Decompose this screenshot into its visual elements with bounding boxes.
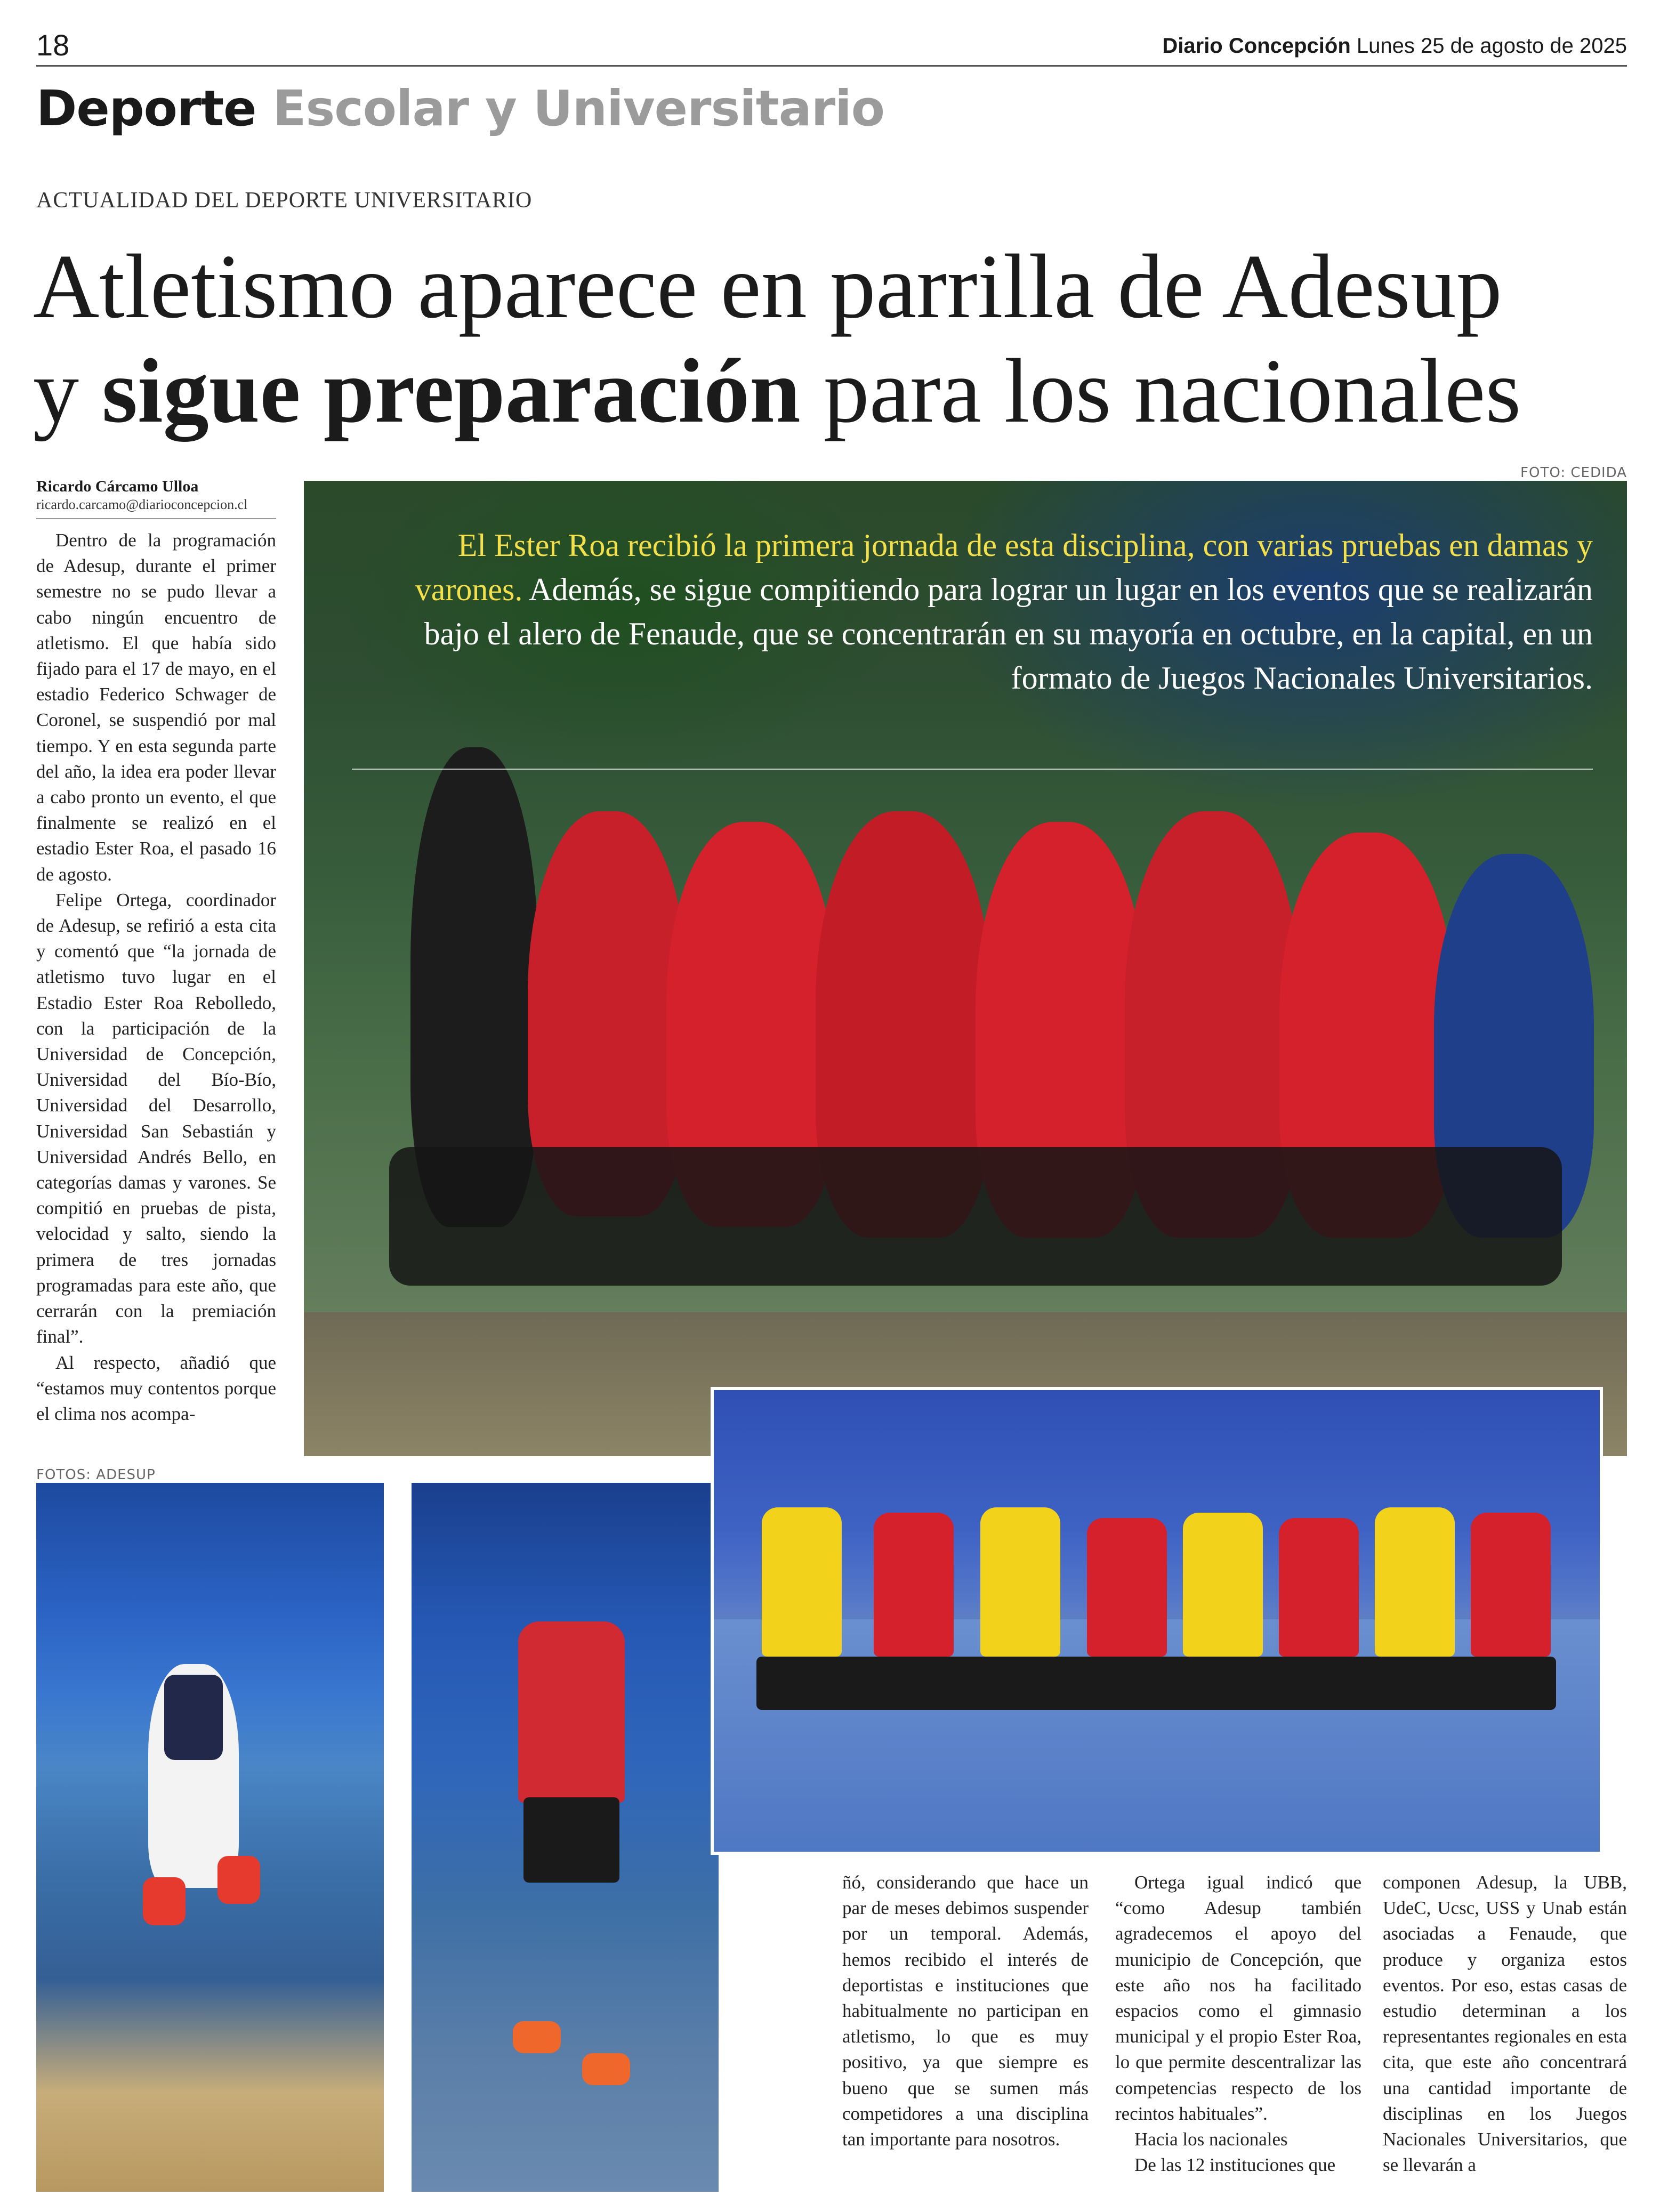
section-title (36, 80, 884, 137)
article-column-2 (842, 1870, 1089, 2152)
article-column-4 (1383, 1870, 1627, 2178)
sprinter-jersey (518, 1621, 625, 1803)
headline-line-2 (33, 339, 1643, 443)
sprinter-shoe (513, 2021, 561, 2053)
lede-rest: Además, se sigue compitiendo para lograr un lugar en los eventos que se realizarán bajo el alero de Fenaude, que se concentrarán en su mayoría en octubre, en la capital, en un formato de Juegos Nacionales Universitarios. (424, 572, 1593, 696)
headline-y: y (33, 341, 79, 442)
section-sub: Escolar y Universitario (272, 80, 884, 137)
athlete-yellow (1375, 1507, 1455, 1657)
page-number: 18 (36, 28, 70, 62)
byline-name: Ricardo Cárcamo Ulloa (36, 478, 199, 495)
article-lede (388, 523, 1593, 700)
jumper-shoe (217, 1856, 260, 1904)
photo-team-group (711, 1387, 1603, 1855)
paragraph: componen Adesup, la UBB, UdeC, Ucsc, USS y Unab están asociadas a Fenaude, que produce y organiza estos eventos. Por eso, estas casas de estudio determinan a los representantes regionales en esta cita, que este año concentrará una cantidad importante de disciplinas en los Juegos Nacionales Universitarios, que se llevarán a (1383, 1872, 1627, 2176)
byline-rule (36, 518, 276, 519)
issue-date: Lunes 25 de agosto de 2025 (1356, 34, 1627, 58)
headline-bold: sigue preparación (102, 341, 801, 442)
shorts-band (389, 1147, 1562, 1286)
shorts-row (756, 1657, 1556, 1710)
photo-sprinter (412, 1483, 719, 2192)
paper-name: Diario Concepción (1162, 34, 1351, 58)
headline-line-1: Atletismo aparece en parrilla de Adesup (33, 236, 1502, 337)
paragraph: Felipe Ortega, coordinador de Adesup, se refirió a esta cita y comentó que “la jornada de atletismo tuvo lugar en el Estadio Ester Roa Rebolledo, con la participación de la Universidad de Concepción, Universidad del Bío-Bío, Universidad del Desarrollo, Universidad San Sebastián y Universidad Andrés Bello, en categorías damas y varones. Se compitió en pruebas de pista, velocidad y salto, siendo la primera de tres jornadas programadas para este año, que cerrarán con la premiación final”. (36, 889, 276, 1347)
sprinter-shoe (582, 2053, 630, 2085)
photo-credit-secondary: FOTOS: ADESUP (36, 1467, 156, 1483)
athlete-red (1279, 1518, 1359, 1657)
sprinter-shorts (523, 1797, 619, 1883)
athlete-red (1471, 1513, 1551, 1657)
masthead (1162, 34, 1627, 58)
jumper-top (164, 1675, 223, 1760)
athlete-red (874, 1513, 954, 1657)
lede-rule (352, 769, 1593, 770)
paragraph: Al respecto, añadió que “estamos muy contentos porque el clima nos acompa- (36, 1352, 276, 1424)
article-headline (33, 235, 1643, 443)
athlete-yellow (980, 1507, 1060, 1657)
article-kicker: ACTUALIDAD DEL DEPORTE UNIVERSITARIO (36, 188, 533, 213)
athlete-yellow (1183, 1513, 1263, 1657)
section-main: Deporte (36, 80, 256, 137)
paragraph: Ortega igual indicó que “como Adesup también agradecemos el apoyo del municipio de Concepción, que este año nos ha facilitado espacios como el gimnasio municipal y el propio Ester Roa, lo que permite descentralizar las competencias respecto de los recintos habituales”. (1115, 1872, 1361, 2124)
athlete-yellow (762, 1507, 842, 1657)
article-column-1 (36, 528, 276, 1434)
paragraph: ñó, considerando que hace un par de meses debimos suspender por un temporal. Además, hemos recibido el interés de deportistas e instituciones que habitualmente no participan en atletismo, lo que es muy positivo, ya que siempre es bueno que se sumen más competidores a una disciplina tan importante para nosotros. (842, 1872, 1089, 2150)
article-column-3 (1115, 1870, 1361, 2178)
header-rule (36, 65, 1627, 67)
athlete-red (1087, 1518, 1167, 1657)
byline-email: ricardo.carcamo@diarioconcepcion.cl (36, 497, 248, 512)
lede-highlight: El Ester Roa recibió la primera jornada de esta disciplina, con varias pruebas en damas y varones. (415, 528, 1593, 607)
jumper-shoe (143, 1877, 186, 1925)
paragraph: De las 12 instituciones que (1134, 2154, 1336, 2176)
headline-rest: para los nacionales (823, 341, 1521, 442)
photo-long-jump (36, 1483, 384, 2192)
subheading: Hacia los nacionales (1134, 2129, 1288, 2150)
paragraph: Dentro de la programación de Adesup, durante el primer semestre no se pudo llevar a cabo ningún encuentro de atletismo. El que había sido fijado para el 17 de mayo, en el estadio Federico Schwager de Coronel, se suspendió por mal tiempo. Y en esta segunda parte del año, la idea era poder llevar a cabo pronto un evento, el que finalmente se realizó en el estadio Ester Roa, el pasado 16 de agosto. (36, 530, 276, 885)
photo-credit-main: FOTO: CEDIDA (1520, 465, 1627, 481)
main-photo-celebration (304, 481, 1627, 1456)
